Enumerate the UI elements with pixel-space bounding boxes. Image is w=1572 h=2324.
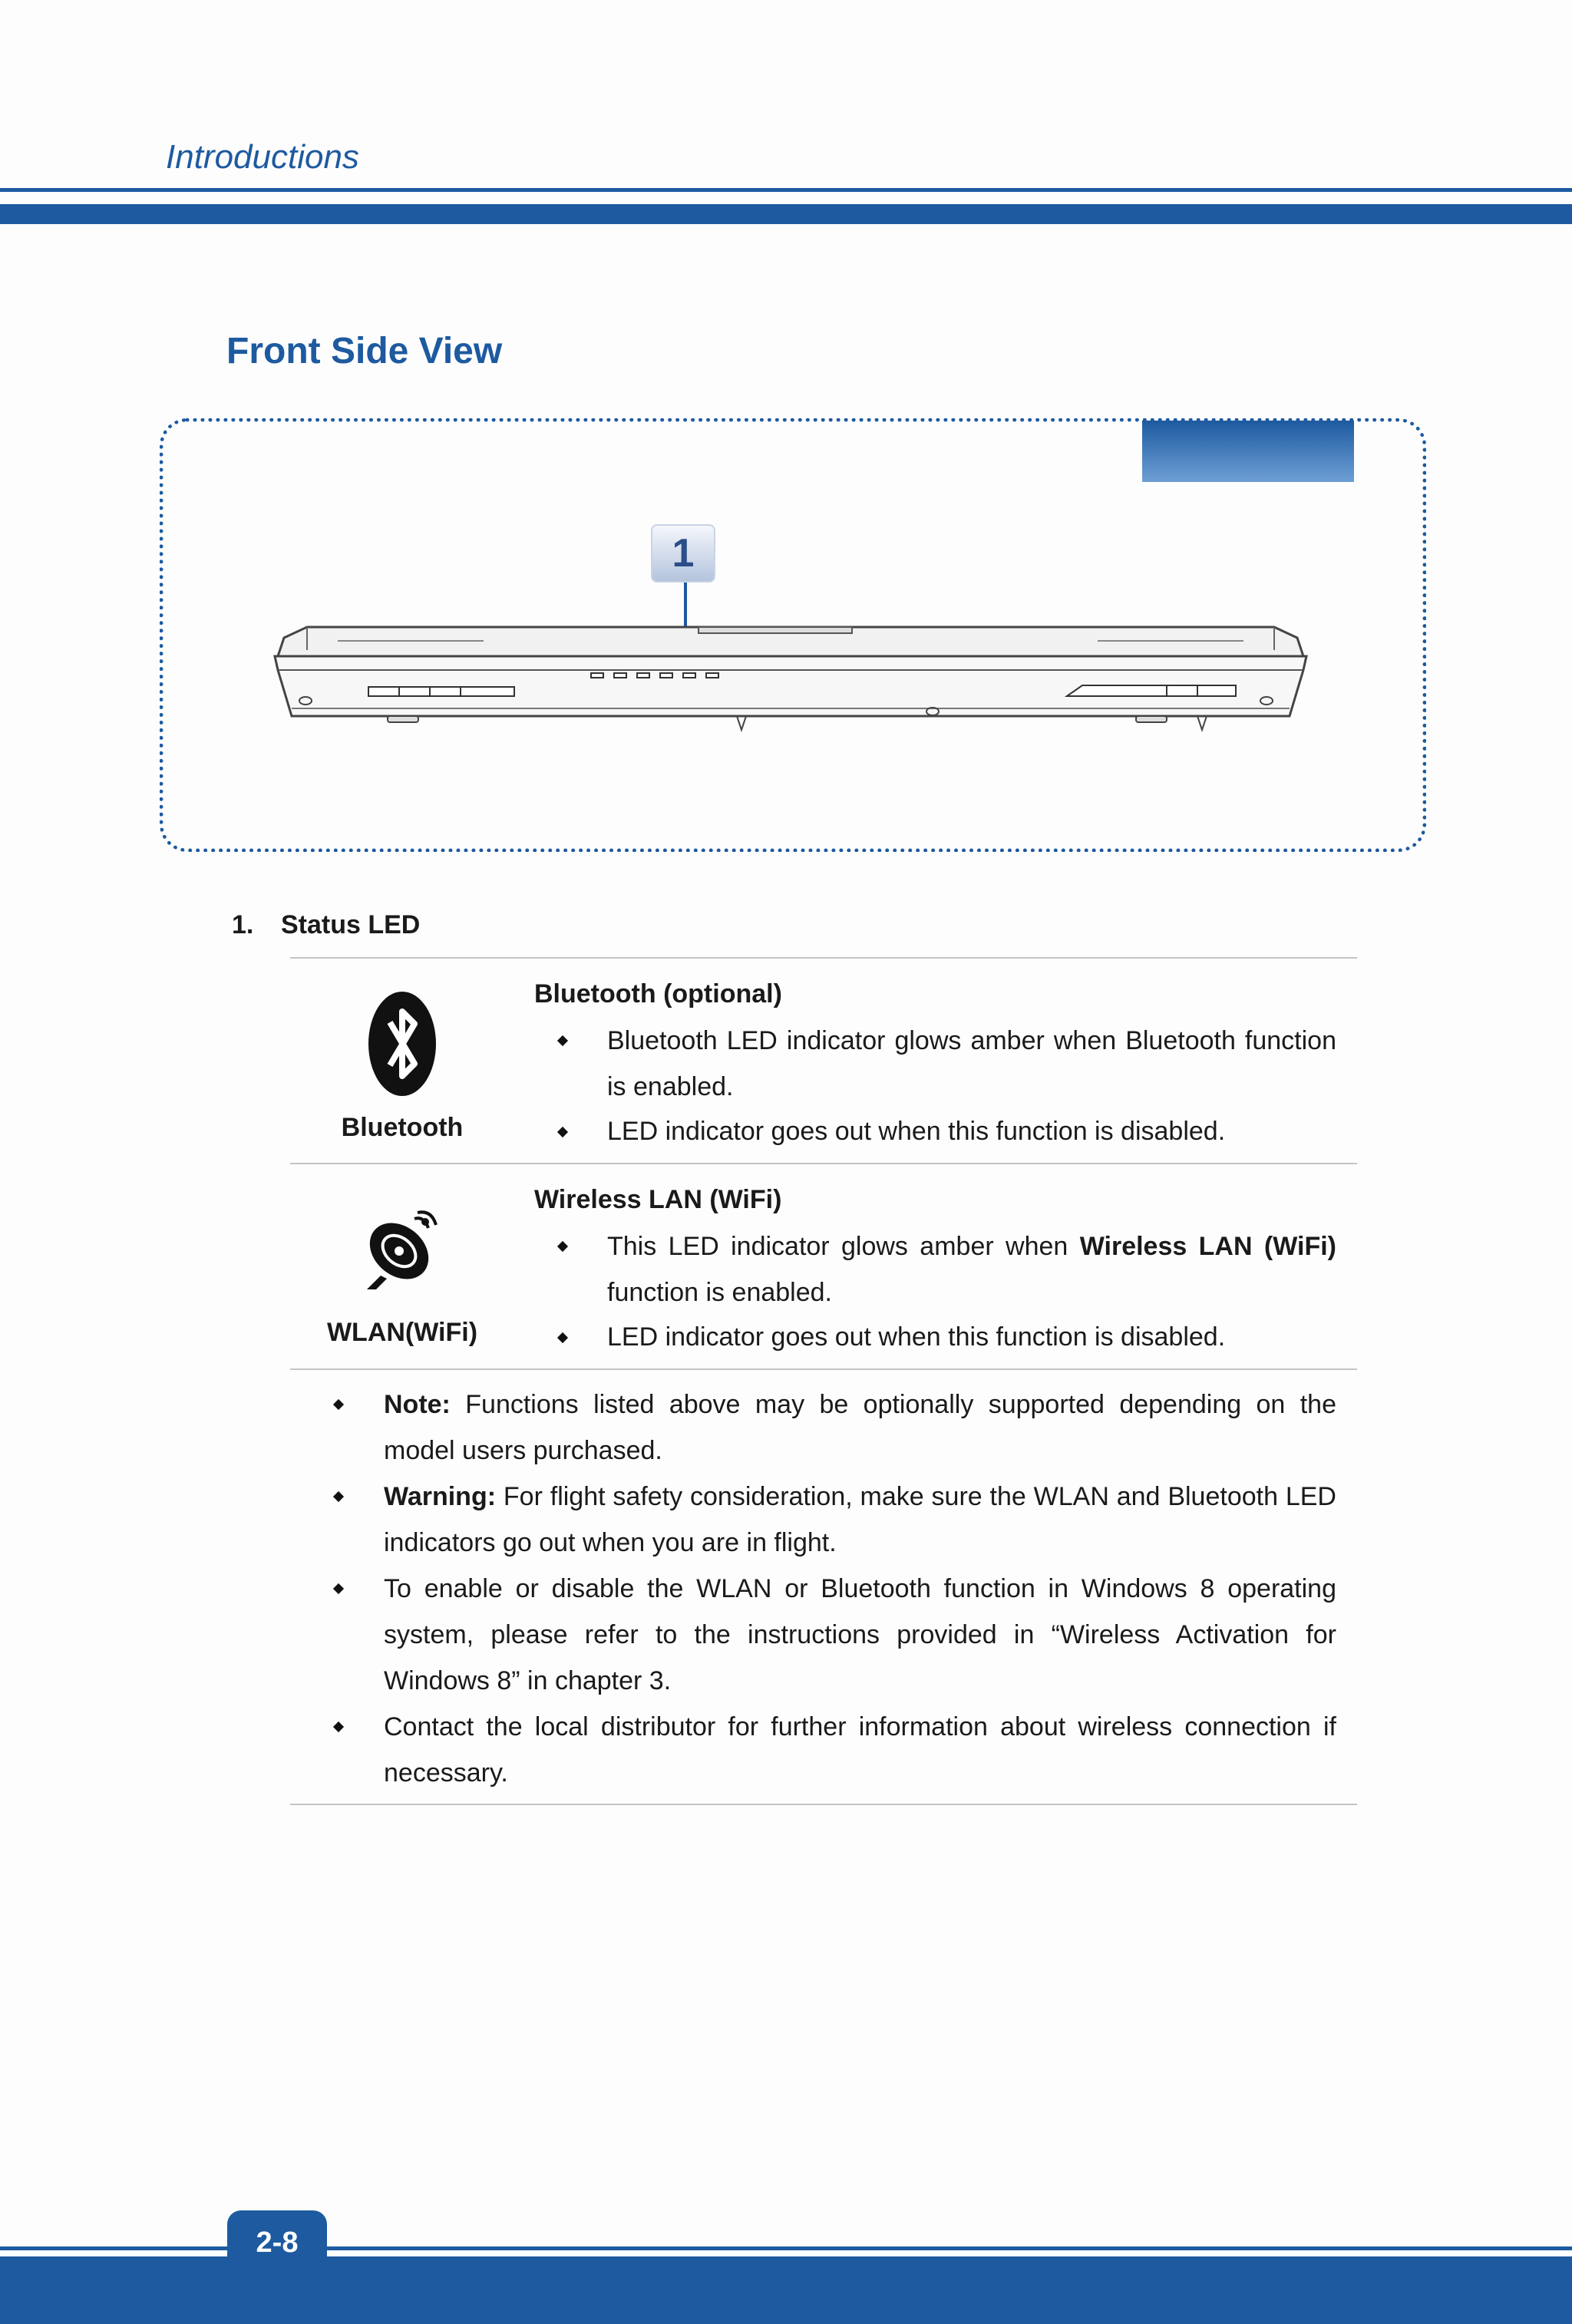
page-number: 2-8 bbox=[227, 2210, 327, 2266]
table-rule bbox=[290, 1368, 1357, 1370]
row-title: Bluetooth (optional) bbox=[534, 979, 782, 1008]
note-text: To enable or disable the WLAN or Bluetooth function in Windows 8 operating system, please refer to the instructions provided in “Wireless Activation for Windows 8” in chapter 3. bbox=[384, 1574, 1336, 1695]
bullet-diamond bbox=[557, 1332, 568, 1343]
bullet-diamond bbox=[333, 1491, 344, 1502]
header-rule bbox=[0, 188, 1572, 192]
table-rule-top bbox=[290, 957, 1357, 959]
wlan-icon bbox=[361, 1207, 445, 1291]
table-rule-bottom bbox=[290, 1804, 1357, 1805]
bullet-diamond bbox=[333, 1722, 344, 1732]
page-title: Front Side View bbox=[226, 331, 503, 371]
bluetooth-icon bbox=[367, 990, 438, 1098]
callout-badge: 1 bbox=[651, 524, 715, 583]
note-text: Contact the local distributor for further information about wireless connection if necessary. bbox=[384, 1712, 1336, 1788]
table-rule bbox=[290, 1163, 1357, 1164]
warning-text: Warning: For flight safety consideration, make sure the WLAN and Bluetooth LED indicators go out when you are in flight. bbox=[384, 1482, 1336, 1557]
footer-band bbox=[0, 2256, 1572, 2324]
figure-tab bbox=[1142, 421, 1354, 482]
section-heading bbox=[232, 910, 420, 940]
bullet-text: LED indicator goes out when this function is disabled. bbox=[607, 1117, 1226, 1146]
bullet-diamond bbox=[333, 1399, 344, 1410]
bullet-text: Bluetooth LED indicator glows amber when Bluetooth function is enabled. bbox=[607, 1026, 1336, 1101]
header-band bbox=[0, 204, 1572, 224]
bullet-text: LED indicator goes out when this function is disabled. bbox=[607, 1322, 1226, 1352]
section-number: 1. bbox=[232, 910, 254, 939]
running-header: Introductions bbox=[166, 138, 359, 176]
bullet-diamond bbox=[557, 1241, 568, 1252]
row-title: Wireless LAN (WiFi) bbox=[534, 1185, 782, 1214]
section-title: Status LED bbox=[281, 910, 421, 939]
bluetooth-icon-label: Bluetooth bbox=[341, 1113, 464, 1142]
bullet-diamond bbox=[557, 1035, 568, 1046]
bullet-diamond bbox=[557, 1127, 568, 1137]
bullet-diamond bbox=[333, 1583, 344, 1594]
note-text: Note: Functions listed above may be optionally supported depending on the model users purchased. bbox=[384, 1390, 1336, 1465]
wlan-icon-label: WLAN(WiFi) bbox=[326, 1318, 478, 1347]
bullet-text: This LED indicator glows amber when Wireless LAN (WiFi) function is enabled. bbox=[607, 1232, 1336, 1307]
laptop-front-illustration bbox=[253, 579, 1328, 748]
